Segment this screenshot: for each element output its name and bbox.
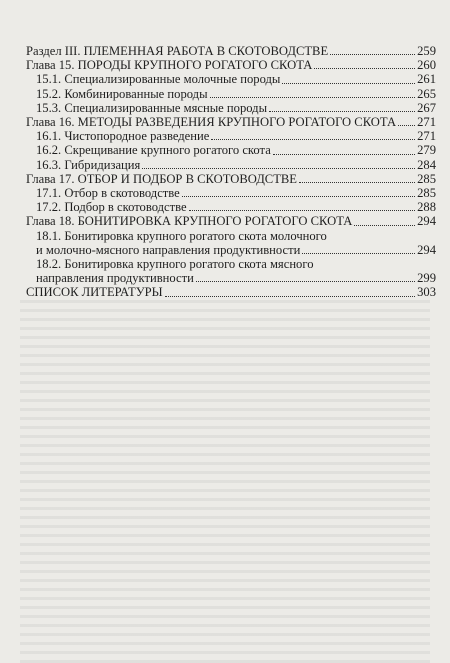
leader-dots: [273, 153, 415, 155]
toc-entry-line2: [36, 271, 436, 285]
toc-page: 285: [417, 186, 436, 201]
table-of-contents: [26, 44, 436, 300]
bleed-through-text: [20, 300, 430, 663]
toc-page: 271: [417, 129, 436, 144]
toc-entry: [26, 87, 436, 101]
toc-page: 299: [417, 271, 436, 286]
toc-label: 16.1. Чистопородное разведение: [36, 129, 210, 144]
toc-entry: [26, 72, 436, 86]
toc-label: 15.3. Специализированные мясные породы: [36, 100, 268, 115]
toc-page: 294: [417, 242, 436, 257]
leader-dots: [282, 82, 415, 84]
toc-entry: [26, 186, 436, 200]
leader-dots: [165, 295, 415, 297]
toc-label-line2: и молочно-мясного направления продуктивности: [36, 242, 301, 257]
leader-dots: [189, 209, 416, 211]
leader-dots: [210, 96, 416, 98]
toc-entry: [26, 158, 436, 172]
toc-label: 16.2. Скрещивание крупного рогатого скота: [36, 143, 271, 158]
toc-label: 15.1. Специализированные молочные породы: [36, 72, 281, 87]
leader-dots: [211, 138, 415, 140]
toc-label: Глава 16. МЕТОДЫ РАЗВЕДЕНИЯ КРУПНОГО РОГАТОГО СКОТА: [26, 115, 397, 130]
leader-dots: [398, 124, 415, 126]
leader-dots: [354, 224, 415, 226]
toc-page: 271: [417, 115, 436, 130]
toc-entry: [26, 285, 436, 299]
toc-page: 267: [417, 100, 436, 115]
toc-entry: [26, 115, 436, 129]
toc-label: Глава 17. ОТБОР И ПОДБОР В СКОТОВОДСТВЕ: [26, 171, 297, 186]
toc-entry: [26, 101, 436, 115]
toc-page: 288: [417, 200, 436, 215]
toc-entry-wrapped: [26, 257, 436, 285]
leader-dots: [330, 53, 415, 55]
toc-label-line1: 18.2. Бонитировка крупного рогатого скота мясного: [36, 257, 314, 272]
toc-label: Глава 18. БОНИТИРОВКА КРУПНОГО РОГАТОГО СКОТА: [26, 214, 353, 229]
toc-entry: [26, 214, 436, 228]
leader-dots: [182, 195, 415, 197]
toc-label: Раздел III. ПЛЕМЕННАЯ РАБОТА В СКОТОВОДСТВЕ: [26, 44, 329, 58]
toc-entry: [26, 129, 436, 143]
leader-dots: [302, 252, 415, 254]
toc-page: 284: [417, 157, 436, 172]
leader-dots: [299, 181, 415, 183]
toc-page: 303: [417, 285, 436, 300]
leader-dots: [314, 67, 415, 69]
toc-label: Глава 15. ПОРОДЫ КРУПНОГО РОГАТОГО СКОТА: [26, 58, 313, 73]
toc-entry: [26, 172, 436, 186]
toc-label: СПИСОК ЛИТЕРАТУРЫ: [26, 285, 163, 300]
toc-label: 17.2. Подбор в скотоводстве: [36, 200, 187, 215]
toc-page: 260: [417, 58, 436, 73]
toc-entry: [26, 44, 436, 58]
toc-entry: [26, 200, 436, 214]
toc-entry: [26, 143, 436, 157]
toc-page: 285: [417, 171, 436, 186]
toc-page: 259: [417, 44, 436, 58]
toc-page: 294: [417, 214, 436, 229]
leader-dots: [269, 110, 415, 112]
toc-label: 15.2. Комбинированные породы: [36, 86, 208, 101]
toc-label-line2: направления продуктивности: [36, 271, 194, 286]
leader-dots: [196, 280, 415, 282]
toc-label-line1: 18.1. Бонитировка крупного рогатого скота молочного: [36, 228, 327, 243]
toc-page: 279: [417, 143, 436, 158]
toc-entry-line2: [36, 243, 436, 257]
toc-label: 17.1. Отбор в скотоводстве: [36, 186, 180, 201]
toc-label: 16.3. Гибридизация: [36, 157, 141, 172]
toc-page: 261: [417, 72, 436, 87]
toc-entry-wrapped: [26, 229, 436, 257]
leader-dots: [142, 167, 415, 169]
toc-entry: [26, 58, 436, 72]
toc-page: 265: [417, 86, 436, 101]
